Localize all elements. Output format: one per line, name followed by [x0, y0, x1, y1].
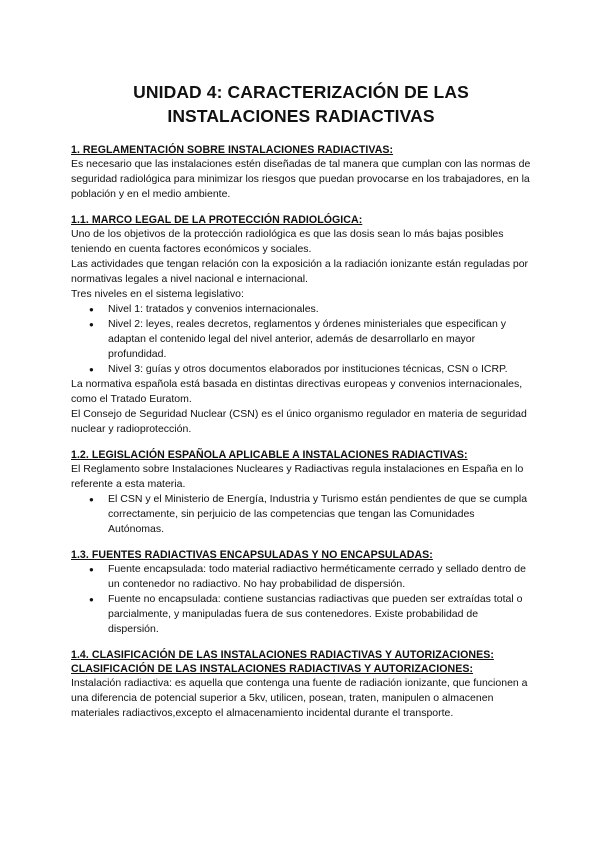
section-1-paragraph: Es necesario que las instalaciones estén diseñadas de tal manera que cumplan con las normas de seguridad radiológica para minimizar los riesgos que puedan provocarse en los trabajadores, en la población y en el medio ambiente.	[71, 158, 531, 200]
section-1-1-paragraph-3: Tres niveles en el sistema legislativo:	[71, 288, 244, 300]
section-1-2-list	[71, 492, 531, 537]
list-item: ● El CSN y el Ministerio de Energía, Industria y Turismo están pendientes de que se cumpla correctamente, sin perjuicio de las competencias que tengan las Comunidades Autónomas.	[71, 492, 531, 537]
section-1-1-paragraph-2: Las actividades que tengan relación con la exposición a la radiación ionizante están reguladas por normativas legales a nivel nacional e internacional.	[71, 258, 529, 285]
section-1-4-subheading: CLASIFICACIÓN DE LAS INSTALACIONES RADIACTIVAS Y AUTORIZACIONES:	[71, 663, 474, 675]
section-1-heading: 1. REGLAMENTACIÓN SOBRE INSTALACIONES RADIACTIVAS:	[71, 144, 394, 156]
legislative-levels-list	[71, 302, 531, 377]
list-item: ● Fuente encapsulada: todo material radiactivo herméticamente cerrado y sellado dentro de un contenedor no radiactivo. No hay probabilidad de dispersión.	[71, 562, 531, 592]
list-item: ● Nivel 3: guías y otros documentos elaborados por instituciones técnicas, CSN o ICRP.	[71, 362, 531, 377]
section-1-4-heading: 1.4. CLASIFICACIÓN DE LAS INSTALACIONES RADIACTIVAS Y AUTORIZACIONES:	[71, 649, 494, 661]
section-1-3-heading: 1.3. FUENTES RADIACTIVAS ENCAPSULADAS Y NO ENCAPSULADAS:	[71, 549, 433, 561]
section-1-1-paragraph-1: Uno de los objetivos de la protección radiológica es que las dosis sean lo más bajas posibles teniendo en cuenta factores económicos y sociales.	[71, 228, 504, 255]
section-1-2	[71, 448, 531, 537]
section-1	[71, 143, 531, 202]
title-line-1: UNIDAD 4: CARACTERIZACIÓN DE LAS	[133, 82, 469, 102]
section-1-3	[71, 548, 531, 637]
page-title	[71, 80, 531, 128]
title-line-2: INSTALACIONES RADIACTIVAS	[167, 106, 435, 126]
section-1-1	[71, 213, 531, 437]
section-1-2-heading: 1.2. LEGISLACIÓN ESPAÑOLA APLICABLE A INSTALACIONES RADIACTIVAS:	[71, 449, 468, 461]
document-page	[71, 80, 531, 721]
radioactive-sources-list	[71, 562, 531, 637]
section-1-4-paragraph-1: Instalación radiactiva: es aquella que contenga una fuente de radiación ionizante, que funcionen a una diferencia de potencial superior a 5kv, utilicen, posean, traten, manipulen o almacenen materiales radiactivos,excepto el almacenamiento incidental durante el transporte.	[71, 677, 528, 719]
list-item: ● Nivel 1: tratados y convenios internacionales.	[71, 302, 531, 317]
section-1-1-heading: 1.1. MARCO LEGAL DE LA PROTECCIÓN RADIOLÓGICA:	[71, 214, 363, 226]
section-1-1-paragraph-5: El Consejo de Seguridad Nuclear (CSN) es el único organismo regulador en materia de seguridad nuclear y radioprotección.	[71, 408, 527, 435]
list-item: ● Fuente no encapsulada: contiene sustancias radiactivas que pueden ser extraídas total o parcialmente, y manipuladas fuera de sus contenedores. Existe probabilidad de dispersión.	[71, 592, 531, 637]
section-1-4	[71, 648, 531, 721]
list-item: ● Nivel 2: leyes, reales decretos, reglamentos y órdenes ministeriales que especifican y adaptan el contenido legal del nivel anterior, además de desarrollarlo en mayor profundidad.	[71, 317, 531, 362]
section-1-2-paragraph-1: El Reglamento sobre Instalaciones Nucleares y Radiactivas regula instalaciones en España en lo referente a esta materia.	[71, 463, 524, 490]
section-1-1-paragraph-4: La normativa española está basada en distintas directivas europeas y convenios internacionales, como el Tratado Euratom.	[71, 378, 523, 405]
